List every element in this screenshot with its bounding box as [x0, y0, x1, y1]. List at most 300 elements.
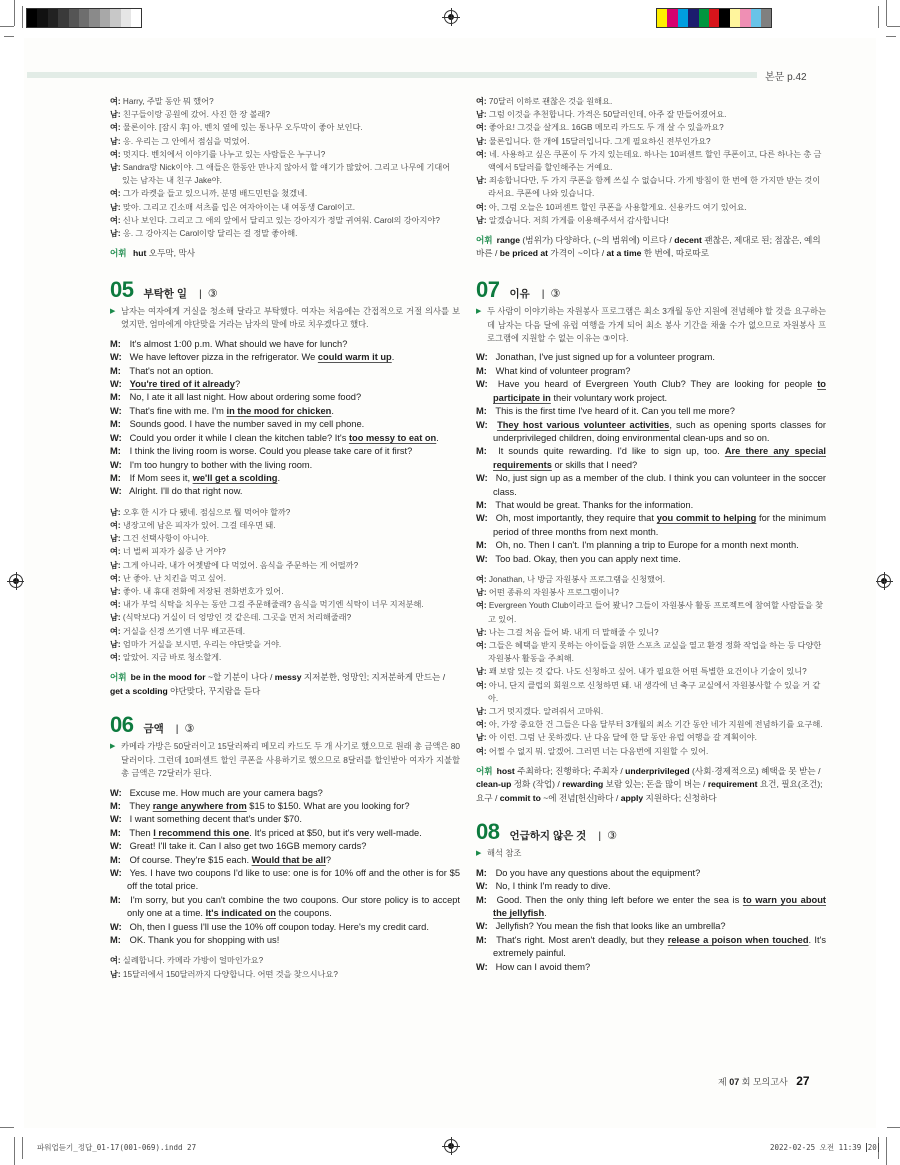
vocab-term: hut — [133, 248, 147, 259]
answer-mark: ③ — [550, 287, 561, 300]
registration-mark-icon — [444, 10, 458, 24]
line-text: for the minimum period of three months from next month. — [493, 513, 826, 537]
script-line — [110, 894, 460, 921]
key-phrase: could warm it up — [317, 352, 392, 363]
vocab-term: be priced at — [499, 248, 549, 259]
speaker-label: M: — [476, 499, 487, 510]
line-text: the coupons. — [275, 908, 332, 919]
speaker-label: 여: — [110, 149, 123, 159]
page-footer — [718, 1074, 810, 1088]
line-text: 물론이야. [잠시 후] 아, 벤치 옆에 있는 통나무 오두막이 좋아 보인다. — [122, 123, 363, 133]
line-text: No, just sign up as a member of the club. I think you can volunteer in the soccer class. — [493, 473, 826, 497]
line-text: 죄송합니다만, 두 가지 쿠폰을 함께 쓰실 수 없습니다. 가게 방침이 한 번에 한 가지만 받는 것이라서요. 쿠폰에 나와 있습니다. — [488, 176, 821, 199]
vocab-term: get a scolding — [110, 685, 168, 696]
question-header — [476, 276, 826, 302]
line-text: No, I think I'm ready to dive. — [495, 881, 611, 892]
script-line — [476, 894, 826, 921]
script-line — [110, 813, 460, 826]
crop-mark — [878, 6, 879, 28]
question-header — [110, 276, 460, 302]
speaker-label: 여: — [110, 626, 123, 636]
vocab-box — [110, 671, 460, 698]
vocab-box — [476, 234, 826, 261]
line-text: 아, 가장 중요한 건 그들은 다음 달부터 3개월의 최소 기간 동안 네가 지원에 전념하기를 요구해. — [488, 720, 823, 730]
line-text: I'm sorry, but you can't combine the two coupons. Our store policy is to accept only one at a time. — [127, 894, 460, 919]
translation-line — [476, 745, 826, 758]
speaker-label: W: — [110, 868, 122, 879]
line-text: Jonathan, 나 방금 자원봉사 프로그램을 신청했어. — [488, 574, 666, 584]
translation-line — [110, 121, 460, 134]
vocab-tag: 어휘 — [476, 765, 493, 776]
script-line — [110, 338, 460, 351]
translation-line — [110, 95, 460, 108]
speaker-label: W: — [476, 961, 488, 972]
script-line — [476, 539, 826, 552]
footer-prefix: 제 — [718, 1077, 727, 1087]
line-text: 그가 라켓을 들고 있으니까, 분명 배드민턴을 쳤겠네. — [122, 189, 308, 199]
line-text: . — [391, 352, 395, 363]
translation-line — [476, 214, 826, 227]
line-text: Good. Then the only thing left before we enter the sea is — [496, 894, 743, 905]
script-line — [476, 351, 826, 364]
speaker-label: W: — [476, 352, 488, 363]
vocab-term: be in the mood for — [130, 672, 206, 683]
speaker-label: 남: — [476, 588, 489, 598]
line-text: Sandra랑 Nick이야. 그 애들은 한동안 만나지 않아서 할 얘기가 많았어. 그리고 나무에 기대어 있는 남자는 내 친구 Jake야. — [122, 163, 451, 186]
vocab-term: host — [496, 765, 515, 776]
line-text: We have leftover pizza in the refrigerator. We — [129, 352, 318, 363]
speaker-label: M: — [476, 406, 487, 417]
speaker-label: M: — [476, 894, 487, 905]
line-text: OK. Thank you for shopping with us! — [129, 935, 280, 946]
vocab-term: range — [496, 235, 521, 246]
script-line — [476, 880, 826, 893]
line-text: It's almost 1:00 p.m. What should we have for lunch? — [129, 338, 348, 349]
line-text: 맞아. 그리고 긴소매 셔츠를 입은 여자아이는 내 여동생 Carol이고. — [122, 202, 356, 212]
translation-line — [110, 611, 460, 624]
speaker-label: W: — [110, 787, 122, 798]
line-text: ? — [234, 379, 241, 390]
translation-line — [110, 638, 460, 651]
line-text: 응. 우리는 그 안에서 점심을 먹었어. — [122, 136, 250, 146]
line-text: That's right. Most aren't deadly, but they — [496, 934, 668, 945]
line-text: 알았어. 지금 바로 청소할게. — [122, 652, 222, 662]
vocab-term: commit to — [499, 792, 541, 803]
speaker-label: W: — [476, 881, 488, 892]
line-text: or skills that I need? — [551, 459, 638, 470]
line-text: . It's extremely painful. — [493, 934, 826, 959]
script-line — [476, 378, 826, 405]
speaker-label: W: — [110, 379, 122, 390]
question-number: 06 — [110, 711, 134, 737]
question-title: 금액 — [143, 722, 164, 735]
translation-line — [476, 626, 826, 639]
line-text: 그게 아니라, 내가 어젯밤에 다 먹었어. 음식을 주문하는 게 어떨까? — [122, 560, 359, 570]
speaker-label: 남: — [476, 733, 489, 743]
translation-line — [476, 148, 826, 174]
line-text: Then — [129, 827, 154, 838]
script-line — [476, 553, 826, 566]
speaker-label: 여: — [110, 956, 123, 966]
line-text: 아 이런. 그럼 난 못하겠다. 난 다음 달에 한 달 동안 유럽 여행을 갈 계획이야. — [488, 733, 757, 743]
line-text: 그건 선택사항이 아니야. — [122, 534, 209, 544]
line-text: Excuse me. How much are your camera bags? — [129, 787, 323, 798]
vocab-meaning: 지저분한, 엉망인; 지저분하게 만드는 / — [301, 672, 446, 683]
print-slug-filename: 파워업듣기_정답_01-17(001-069).indd 27 — [37, 1143, 197, 1152]
line-text: 실례합니다. 카메라 가방이 얼마인가요? — [122, 956, 264, 966]
vocab-tag: 어휘 — [110, 672, 127, 683]
script-line — [110, 472, 460, 485]
crop-mark — [886, 1137, 887, 1165]
swatch — [37, 9, 47, 27]
speaker-label: M: — [110, 419, 121, 430]
question-number: 05 — [110, 276, 134, 302]
speaker-label: 여: — [476, 720, 489, 730]
speaker-label: 남: — [110, 202, 123, 212]
speaker-label: 남: — [110, 639, 123, 649]
translation-line — [476, 108, 826, 121]
line-text: Great! I'll take it. Can I also get two 16GB memory cards? — [129, 841, 367, 852]
translation-line — [110, 506, 460, 519]
swatch — [688, 9, 698, 27]
translation-line — [476, 121, 826, 134]
translation-line — [476, 174, 826, 200]
separator: | — [198, 287, 202, 300]
line-text: 꽤 보람 있는 것 같다. 나도 신청하고 싶어. 내가 필요한 어떤 특별한 요건이나 기술이 있니? — [488, 667, 807, 677]
swatch — [121, 9, 131, 27]
vocab-meaning: (범위가) 다양하다, (~의 범위에) 이르다 / — [520, 235, 675, 246]
line-text: Oh, then I guess I'll use the 10% off coupon today. Here's my credit card. — [129, 921, 429, 932]
translation-block — [110, 95, 460, 240]
swatch — [79, 9, 89, 27]
script-line — [110, 921, 460, 934]
line-text: Yes. I have two coupons I'd like to use: one is for 10% off and the other is for $5 off the total price. — [127, 868, 460, 892]
swatch — [48, 9, 58, 27]
explanation: ▶ 남자는 여자에게 거실을 청소해 달라고 부탁했다. 여자는 처음에는 간접적으로 거절 의사를 보였지만, 엄마에게 야단맞을 거라는 남자의 말에 바로 치우겠다고 했다. — [110, 305, 460, 332]
key-phrase: Are there any special requirements — [493, 446, 826, 470]
script-line — [110, 840, 460, 853]
script-line — [476, 419, 826, 446]
swatch — [740, 9, 750, 27]
swatch — [657, 9, 667, 27]
crop-mark — [886, 36, 896, 37]
slug-box: 20 — [867, 1143, 877, 1152]
line-text: Jellyfish? You mean the fish that looks like an umbrella? — [495, 921, 726, 932]
line-text: 네. 사용하고 싶은 쿠폰이 두 가지 있는데요. 하나는 10퍼센트 할인 쿠폰이고, 다른 하나는 총 금액에서 5달러를 할인해주는 거예요. — [488, 149, 822, 173]
translation-line — [476, 586, 826, 599]
line-text: I'm too hungry to bother with the living room. — [129, 459, 313, 470]
script-line — [476, 920, 826, 933]
script-line — [110, 485, 460, 498]
line-text: That's not an option. — [129, 365, 214, 376]
speaker-label: 여: — [476, 601, 489, 611]
vocab-meaning: 오두막, 막사 — [146, 248, 196, 259]
speaker-label: W: — [476, 419, 488, 430]
line-text: What kind of volunteer program? — [495, 365, 631, 376]
vocab-tag: 어휘 — [110, 248, 127, 259]
script-line — [476, 499, 826, 512]
translation-line — [110, 545, 460, 558]
script-line — [476, 961, 826, 974]
registration-mark-icon — [9, 574, 23, 588]
line-text: Do you have any questions about the equipment? — [495, 867, 701, 878]
header-rule — [27, 72, 757, 78]
line-text: Oh, most importantly, they require that — [495, 513, 657, 524]
line-text: Sounds good. I have the number saved in my cell phone. — [129, 419, 365, 430]
swatch — [667, 9, 677, 27]
separator: | — [541, 287, 545, 300]
line-text: (식탁보다) 거실이 더 엉망인 것 같은데. 그곳을 먼저 처리해줄래? — [122, 613, 352, 623]
vocab-box — [110, 247, 460, 260]
translation-line — [476, 639, 826, 665]
speaker-label: 여: — [110, 547, 123, 557]
translation-line — [110, 201, 460, 214]
script-line — [476, 472, 826, 499]
speaker-label: 남: — [476, 667, 489, 677]
speaker-label: 남: — [476, 707, 489, 716]
speaker-label: 남: — [110, 534, 123, 544]
speaker-label: M: — [110, 894, 121, 905]
line-text: 그들은 혜택을 받지 못하는 아이들을 위한 스포츠 교실을 열고 환경 정화 작업을 하는 등 다양한 자원봉사 활동을 주최해. — [488, 640, 822, 664]
line-text: 좋아요! 그것을 살게요. 16GB 메모리 카드도 두 개 살 수 있을까요? — [488, 123, 724, 133]
swatch — [678, 9, 688, 27]
script-line — [110, 445, 460, 458]
line-text: Alright. I'll do that right now. — [129, 486, 243, 497]
speaker-label: W: — [476, 513, 488, 524]
vocab-term: messy — [274, 672, 302, 683]
translation-line — [110, 161, 460, 187]
question-title: 부탁한 일 — [143, 287, 187, 300]
crop-mark — [0, 26, 14, 27]
crop-mark — [4, 36, 14, 37]
speaker-label: M: — [110, 801, 121, 812]
speaker-label: W: — [110, 841, 122, 852]
cmyk-color-bar — [656, 8, 772, 28]
speaker-label: W: — [476, 553, 488, 564]
script-block — [476, 867, 826, 974]
speaker-label: W: — [476, 379, 488, 390]
line-text: $15 to $150. What are you looking for? — [246, 801, 410, 812]
line-text: I think the living room is worse. Could you please take care of it first? — [129, 446, 413, 457]
translation-line — [110, 954, 460, 967]
vocab-meaning: (사회·경제적으로) 혜택을 못 받는 / — [689, 765, 821, 776]
line-text: I want something decent that's under $70. — [129, 814, 302, 825]
separator: | — [175, 722, 179, 735]
translation-line — [476, 135, 826, 148]
translation-line — [476, 665, 826, 678]
script-line — [476, 867, 826, 880]
crop-mark — [887, 26, 900, 27]
speaker-label: M: — [110, 446, 121, 457]
print-slug-timestamp — [770, 1142, 879, 1153]
separator: | — [598, 830, 602, 843]
line-text: . It's priced at $50, but it's very well-made. — [249, 827, 422, 838]
script-line — [110, 405, 460, 418]
page-reference: 본문 p.42 — [765, 72, 807, 83]
vocab-meaning: 한 번에, 따로따로 — [641, 248, 710, 259]
key-phrase: I recommend this one — [153, 827, 250, 838]
vocab-tag: 어휘 — [476, 235, 493, 246]
vocab-meaning: 괜찮은, 제대로 된; 점잖은, 예의 바른 / — [476, 235, 821, 259]
vocab-term: clean-up — [476, 779, 512, 790]
line-text: They — [129, 801, 153, 812]
line-text: 신나 보인다. 그리고 그 애의 앞에서 달리고 있는 강아지가 정말 귀여워. Carol의 강아지야? — [122, 215, 440, 225]
speaker-label: 남: — [110, 163, 123, 173]
speaker-label: M: — [110, 338, 121, 349]
line-text: . — [544, 908, 547, 919]
answer-mark: ③ — [207, 287, 218, 300]
vocab-meaning: 야단맞다, 꾸지람을 듣다 — [167, 685, 261, 696]
speaker-label: 남: — [110, 110, 123, 120]
line-text: their voluntary work project. — [550, 392, 668, 403]
swatch — [89, 9, 99, 27]
translation-line — [110, 214, 460, 227]
line-text: Oh, no. Then I can't. I'm planning a trip to Europe for a month next month. — [495, 540, 799, 551]
speaker-label: 남: — [110, 229, 123, 239]
speaker-label: 남: — [110, 560, 123, 570]
speaker-label: 남: — [476, 136, 489, 146]
vocab-meaning: ~에 전념[헌신]하다 / — [540, 792, 621, 803]
crop-mark — [22, 1137, 23, 1159]
translation-block — [476, 573, 826, 758]
speaker-label: 여: — [110, 652, 123, 662]
speaker-label: 여: — [476, 746, 489, 756]
swatch — [110, 9, 120, 27]
speaker-label: 여: — [110, 97, 123, 106]
speaker-label: W: — [476, 473, 488, 484]
line-text: 응. 그 강아지는 Carol이랑 달리는 걸 정말 좋아해. — [122, 229, 298, 239]
translation-line — [476, 95, 826, 108]
line-text: . — [331, 405, 334, 416]
speaker-label: M: — [476, 934, 487, 945]
question-number: 08 — [476, 819, 500, 845]
translation-line — [110, 532, 460, 545]
slug-datetime: 2022-02-25 오전 11:39 — [770, 1143, 862, 1152]
speaker-label: 남: — [110, 969, 123, 979]
line-text: . — [436, 432, 439, 443]
line-text: 그럼 이것을 추천합니다. 가격은 50달러인데, 아주 잘 만들어졌어요. — [488, 110, 727, 120]
swatch — [719, 9, 729, 27]
script-line — [110, 351, 460, 364]
right-column — [476, 95, 826, 974]
answer-mark: ③ — [607, 830, 617, 843]
line-text: 어떤 종류의 자원봉사 프로그램이니? — [488, 588, 619, 598]
translation-line — [110, 625, 460, 638]
explanation: ▶ 해석 참조 — [476, 847, 826, 860]
speaker-label: W: — [110, 432, 122, 443]
speaker-label: 남: — [110, 507, 123, 517]
footer-suffix: 회 모의고사 — [741, 1077, 788, 1087]
vocab-term: at a time — [606, 248, 642, 259]
translation-line — [110, 651, 460, 664]
key-phrase: in the mood for chicken — [226, 405, 332, 416]
vocab-meaning: 정화 (작업) / — [511, 779, 563, 790]
line-text: That's fine with me. I'm — [129, 405, 227, 416]
swatch — [709, 9, 719, 27]
swatch — [751, 9, 761, 27]
translation-line — [110, 519, 460, 532]
script-block — [110, 787, 460, 948]
speaker-label: 남: — [110, 613, 123, 623]
vocab-term: decent — [674, 235, 702, 246]
key-phrase: you commit to helping — [656, 513, 757, 524]
speaker-label: 여: — [476, 640, 489, 650]
translation-line — [110, 108, 460, 121]
line-text: . — [277, 472, 281, 483]
translation-line — [110, 135, 460, 148]
script-block — [110, 338, 460, 499]
translation-line — [110, 968, 460, 981]
line-text: 15달러에서 150달러까지 다양합니다. 어떤 것을 찾으시나요? — [122, 969, 338, 979]
script-line — [110, 391, 460, 404]
script-line — [110, 854, 460, 867]
line-text: , such as opening sports classes for underprivileged children, doing environmental clean-ups and so on. — [493, 419, 826, 443]
line-text: 친구들이랑 공원에 갔어. 사진 한 장 볼래? — [122, 110, 270, 120]
line-text: No, I ate it all last night. How about ordering some food? — [129, 392, 362, 403]
line-text: 내가 부엌 식탁을 치우는 동안 그걸 주문해줄래? 음식을 먹기엔 식탁이 너무 지저분해. — [122, 600, 424, 610]
line-text: Jonathan, I've just signed up for a volunteer program. — [495, 352, 715, 363]
speaker-label: 남: — [110, 586, 123, 596]
line-text: 냉장고에 남은 피자가 있어. 그걸 데우면 돼. — [122, 520, 276, 530]
line-text: Could you order it while I clean the kitchen table? It's — [129, 432, 349, 443]
speaker-label: 여: — [110, 520, 123, 530]
translation-line — [110, 598, 460, 611]
crop-mark — [14, 0, 15, 26]
line-text: It sounds quite rewarding. I'd like to sign up, too. — [498, 446, 725, 457]
speaker-label: 여: — [476, 574, 489, 584]
speaker-label: 남: — [110, 136, 123, 146]
speaker-label: W: — [110, 405, 122, 416]
key-phrase: range anywhere from — [152, 801, 247, 812]
speaker-label: 남: — [476, 215, 489, 225]
line-text: Too bad. Okay, then you can apply next time. — [495, 553, 681, 564]
vocab-term: rewarding — [562, 779, 604, 790]
translation-block — [476, 95, 826, 227]
translation-line — [476, 599, 826, 625]
script-line — [110, 934, 460, 947]
line-text: 좋아. 내 휴대 전화에 저장된 전화번호가 있어. — [122, 586, 284, 596]
speaker-label: 여: — [476, 202, 489, 212]
speaker-label: M: — [110, 827, 121, 838]
key-phrase: You're tired of it already — [129, 379, 235, 390]
line-text: 난 좋아. 난 치킨을 먹고 싶어. — [122, 573, 226, 583]
speaker-label: M: — [110, 854, 121, 865]
line-text: 멋지다. 벤치에서 이야기를 나누고 있는 사람들은 누구니? — [122, 149, 326, 159]
swatch — [27, 9, 37, 27]
swatch — [58, 9, 68, 27]
swatch — [730, 9, 740, 27]
translation-line — [110, 559, 460, 572]
speaker-label: M: — [110, 472, 121, 483]
line-text: This is the first time I've heard of it. Can you tell me more? — [495, 406, 735, 417]
speaker-label: 여: — [110, 573, 123, 583]
key-phrase: too messy to eat on — [348, 432, 437, 443]
script-block — [476, 351, 826, 566]
footer-round: 07 — [729, 1077, 740, 1087]
key-phrase: Would that be all — [251, 854, 326, 865]
line-text: 아니, 단지 클럽의 회원으로 신청하면 돼. 내 생각에 넌 축구 교실에서 자원봉사할 수 있을 거 같아. — [488, 680, 821, 703]
script-line — [110, 365, 460, 378]
speaker-label: M: — [110, 365, 121, 376]
speaker-label: M: — [476, 540, 487, 551]
line-text: That would be great. Thanks for the information. — [495, 499, 694, 510]
speaker-label: 여: — [110, 123, 123, 133]
crop-mark — [14, 1137, 15, 1165]
script-line — [110, 378, 460, 391]
explanation: ▶ 카메라 가방은 50달러이고 15달러짜리 메모리 카드도 두 개 사기로 했으므로 원래 총 금액은 80달러이다. 그런데 10퍼센트 할인 쿠폰을 사용하기로 했으므로 8달러를 할인받아 여자가 지불할 총 금액은 72달러가 된다. — [110, 740, 460, 780]
script-line — [110, 800, 460, 813]
translation-line — [110, 585, 460, 598]
